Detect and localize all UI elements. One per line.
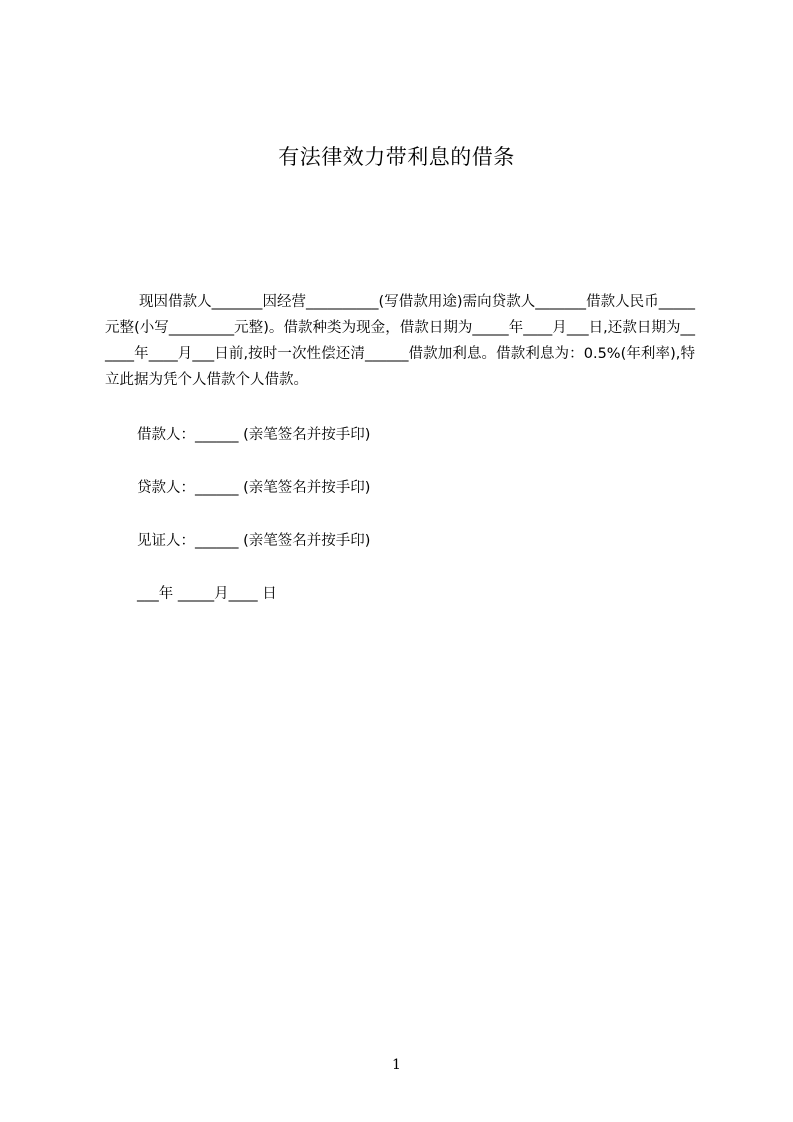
borrower-signature-line: 借款人：______ (亲笔签名并按手印) — [137, 427, 371, 443]
lender-signature-line: 贷款人：______ (亲笔签名并按手印) — [137, 480, 371, 496]
witness-signature-line: 见证人：______ (亲笔签名并按手印) — [137, 533, 371, 549]
loan-terms-paragraph: 现因借款人_______因经营__________(写借款用途)需向贷款人_______借款人民币_____元整(小写_________元整)。借款种类为现金，借款日期为_____年____月___日,还款日期为______年____月___日前,按时一次性偿还清______借款加利息。借款利息为：0.5%(年利率),特立此据为凭个人借款个人借款。 — [105, 294, 695, 388]
date-line: ___年 _____月____ 日 — [137, 586, 277, 602]
page-number: 1 — [392, 1057, 401, 1073]
document-title: 有法律效力带利息的借条 — [278, 145, 515, 169]
